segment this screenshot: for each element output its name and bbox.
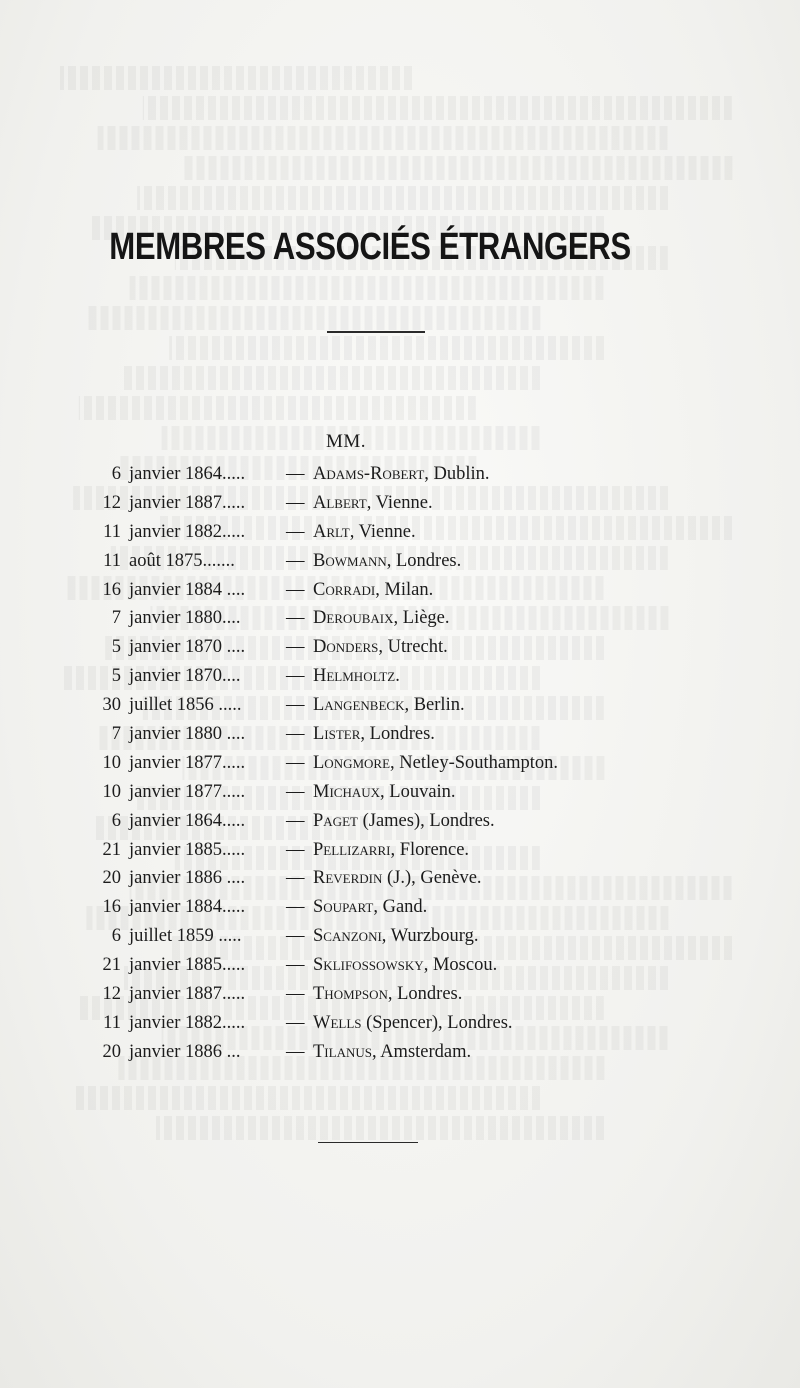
entry-date: juillet 1856 ..... [129,695,242,716]
entry-day: 30 [102,695,121,716]
entry-dash: — [286,521,305,542]
entry-day: 7 [111,724,121,745]
entry-surname: Helmholtz [313,666,396,687]
entry-surname: Soupart [313,897,374,918]
member-entry [0,807,800,836]
mm-heading: MM. [326,431,367,452]
entry-date: janvier 1882..... [129,521,246,542]
entry-surname: Michaux [313,781,381,802]
entry-dash: — [286,897,305,918]
bleed-line [182,156,732,180]
entry-date: janvier 1886 .... [129,868,246,889]
member-entry [0,749,800,778]
entry-dash: — [286,550,305,571]
member-entry [0,1009,800,1038]
entry-member [313,836,469,865]
entry-date: janvier 1877..... [129,781,246,802]
title-divider [327,331,425,333]
entry-place: , Londres. [360,724,435,745]
member-entry [0,604,800,633]
entry-surname: Longmore [313,752,391,773]
entry-dash: — [286,781,305,802]
entry-date: janvier 1885..... [129,839,246,860]
entry-day: 6 [111,464,121,484]
entry-place: , Liège. [393,608,450,629]
entry-dash: — [286,724,305,745]
entry-member [313,749,558,778]
entry-surname: Adams-Robert [313,464,425,484]
entry-member [313,980,462,1009]
bleed-line [143,96,732,120]
member-entry [0,893,800,922]
member-entry [0,922,800,951]
bleed-line [60,66,412,90]
entry-date: janvier 1887..... [129,984,246,1005]
entry-place: , Vienne. [366,492,433,513]
bleed-line [169,336,604,360]
member-list [0,460,800,1067]
entry-date: janvier 1882..... [129,1012,246,1033]
entry-place: (J.), Genève. [382,868,482,889]
entry-day: 5 [111,666,121,687]
entry-day: 12 [102,492,121,513]
entry-place: (James), Londres. [357,810,495,831]
entry-surname: Corradi [313,579,376,600]
member-entry [0,662,800,691]
entry-day: 11 [103,1012,121,1033]
entry-day: 10 [102,752,121,773]
entry-member [313,576,433,605]
entry-place: , Dublin. [424,464,490,484]
bleed-line [124,366,540,390]
entry-surname: Thompson [313,984,388,1005]
entry-place: . [395,666,400,687]
entry-member [313,951,497,980]
entry-member [313,1009,513,1038]
entry-dash: — [286,579,305,600]
entry-day: 21 [102,839,121,860]
page-title: MEMBRES ASSOCIÉS ÉTRANGERS [109,226,631,268]
entry-dash: — [286,695,305,716]
entry-member [313,460,490,489]
entry-place: , Louvain. [380,781,456,802]
entry-dash: — [286,868,305,889]
entry-surname: Paget [313,810,358,831]
member-entry [0,836,800,865]
entry-day: 6 [111,926,121,947]
member-entry [0,778,800,807]
entry-surname: Donders [313,637,379,658]
entry-dash: — [286,926,305,947]
entry-date: janvier 1870 .... [129,637,246,658]
member-entry [0,951,800,980]
entry-day: 11 [103,521,121,542]
entry-member [313,662,400,691]
entry-day: 20 [102,868,121,889]
entry-day: 6 [111,810,121,831]
entry-day: 16 [102,897,121,918]
member-entry [0,864,800,893]
entry-day: 11 [103,550,121,571]
entry-dash: — [286,1041,305,1062]
entry-day: 20 [102,1041,121,1062]
entry-surname: Scanzoni [313,926,382,947]
entry-day: 21 [102,955,121,976]
bleed-line [73,1086,540,1110]
entry-place: , Milan. [375,579,434,600]
entry-surname: Tilanus [313,1041,372,1062]
entry-dash: — [286,752,305,773]
entry-date: janvier 1884 .... [129,579,246,600]
entry-day: 5 [111,637,121,658]
entry-surname: Albert [313,492,367,513]
bleed-line [156,1116,604,1140]
entry-dash: — [286,666,305,687]
entry-surname: Langenbeck [313,695,405,716]
entry-surname: Reverdin [313,868,383,889]
entry-date: janvier 1885..... [129,955,246,976]
entry-date: janvier 1880.... [129,608,241,629]
member-entry [0,518,800,547]
bleed-line [130,276,604,300]
member-entry [0,633,800,662]
entry-member [313,547,461,576]
entry-surname: Pellizarri [313,839,391,860]
member-entry [0,460,800,489]
entry-place: , Amsterdam. [371,1041,472,1062]
entry-surname: Arlt [313,521,350,542]
entry-member [313,691,465,720]
entry-date: juillet 1859 ..... [129,926,242,947]
entry-date: janvier 1887..... [129,492,246,513]
entry-dash: — [286,984,305,1005]
entry-day: 16 [102,579,121,600]
entry-dash: — [286,839,305,860]
entry-member [313,720,435,749]
bleed-line [98,126,668,150]
entry-place: , Florence. [390,839,470,860]
member-entry [0,576,800,605]
bleed-line [86,306,540,330]
entry-place: , Berlin. [404,695,465,716]
entry-member [313,922,479,951]
entry-place: (Spencer), Londres. [361,1012,513,1033]
entry-dash: — [286,608,305,629]
entry-dash: — [286,637,305,658]
entry-day: 7 [111,608,121,629]
entry-date: janvier 1870.... [129,666,241,687]
member-entry [0,691,800,720]
entry-surname: Lister [313,724,361,745]
entry-date: janvier 1864..... [129,810,246,831]
entry-member [313,518,416,547]
entry-date: janvier 1880 .... [129,724,246,745]
entry-place: , Londres. [386,550,462,571]
bleed-line [79,396,476,420]
entry-date: août 1875....... [129,550,235,571]
member-entry [0,547,800,576]
entry-member [313,489,433,518]
entry-place: , Gand. [373,897,428,918]
entry-place: , Vienne. [349,521,416,542]
entry-dash: — [286,464,305,484]
entry-surname: Wells [313,1012,362,1033]
member-entry [0,720,800,749]
entry-surname: Deroubaix [313,608,394,629]
entry-place: , Wurzbourg. [381,926,479,947]
entry-dash: — [286,810,305,831]
entry-date: janvier 1884..... [129,897,246,918]
entry-member [313,893,427,922]
entry-member [313,1038,471,1067]
entry-dash: — [286,955,305,976]
entry-member [313,864,482,893]
entry-date: janvier 1877..... [129,752,246,773]
entry-place: , Londres. [387,984,463,1005]
entry-place: , Utrecht. [378,637,448,658]
entry-surname: Sklifossowsky [313,955,424,976]
entry-day: 10 [102,781,121,802]
entry-place: , Netley-Southampton. [390,752,559,773]
entry-surname: Bowmann [313,550,387,571]
entry-member [313,778,456,807]
entry-date: janvier 1886 ... [129,1041,241,1062]
member-entry [0,1038,800,1067]
member-entry [0,489,800,518]
member-entry [0,980,800,1009]
entry-dash: — [286,1012,305,1033]
end-divider [318,1142,418,1143]
entry-member [313,807,495,836]
entry-member [313,633,448,662]
entry-day: 12 [102,984,121,1005]
entry-dash: — [286,492,305,513]
entry-place: , Moscou. [423,955,498,976]
bleed-line [137,186,668,210]
entry-member [313,604,450,633]
entry-date: janvier 1864..... [129,464,246,484]
